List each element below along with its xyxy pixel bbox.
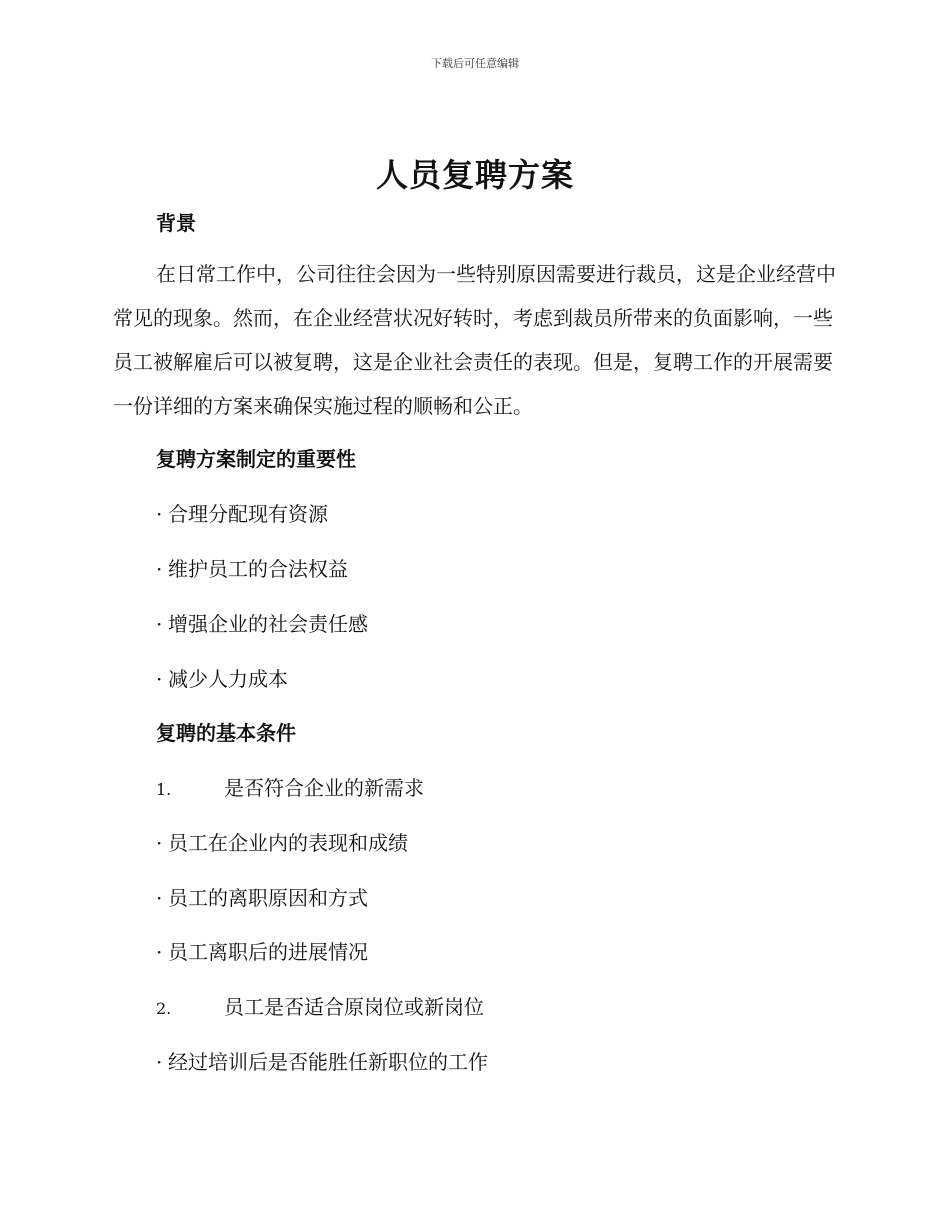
list-item: · 维护员工的合法权益 — [156, 557, 348, 581]
bullet-icon: · — [156, 502, 163, 526]
document-title: 人员复聘方案 — [375, 156, 574, 194]
list-item: · 减少人力成本 — [156, 667, 288, 691]
bullet-icon: · — [156, 940, 163, 964]
numbered-item-1: 1. 是否符合企业的新需求 — [156, 776, 424, 800]
numbered-item-2: 2. 员工是否适合原岗位或新岗位 — [156, 995, 484, 1019]
bullet-icon: · — [156, 831, 163, 855]
section-heading-importance: 复聘方案制定的重要性 — [156, 447, 356, 471]
item-number: 2. — [156, 999, 172, 1018]
section-heading-background: 背景 — [156, 211, 196, 235]
item-number: 1. — [156, 780, 172, 799]
list-item: · 合理分配现有资源 — [156, 502, 328, 526]
background-paragraph: 在日常工作中，公司往往会因为一些特别原因需要进行裁员，这是企业经营中常见的现象。然而，在企业经营状况好转时，考虑到裁员所带来的负面影响，一些员工被解雇后可以被复聘，这是企业社会责任的表现。但是，复聘工作的开展需要一份详细的方案来确保实施过程的顺畅和公正。 — [113, 262, 836, 418]
bullet-icon: · — [156, 667, 163, 691]
bullet-icon: · — [156, 557, 163, 581]
header-note: 下载后可任意编辑 — [431, 57, 519, 70]
bullet-icon: · — [156, 886, 163, 910]
list-item: · 经过培训后是否能胜任新职位的工作 — [156, 1050, 488, 1074]
bullet-icon: · — [156, 1050, 163, 1074]
list-item: · 增强企业的社会责任感 — [156, 612, 368, 636]
list-item: · 员工在企业内的表现和成绩 — [156, 831, 408, 855]
section-heading-conditions: 复聘的基本条件 — [156, 721, 296, 745]
list-item: · 员工离职后的进展情况 — [156, 940, 368, 964]
list-item: · 员工的离职原因和方式 — [156, 886, 368, 910]
bullet-icon: · — [156, 612, 163, 636]
